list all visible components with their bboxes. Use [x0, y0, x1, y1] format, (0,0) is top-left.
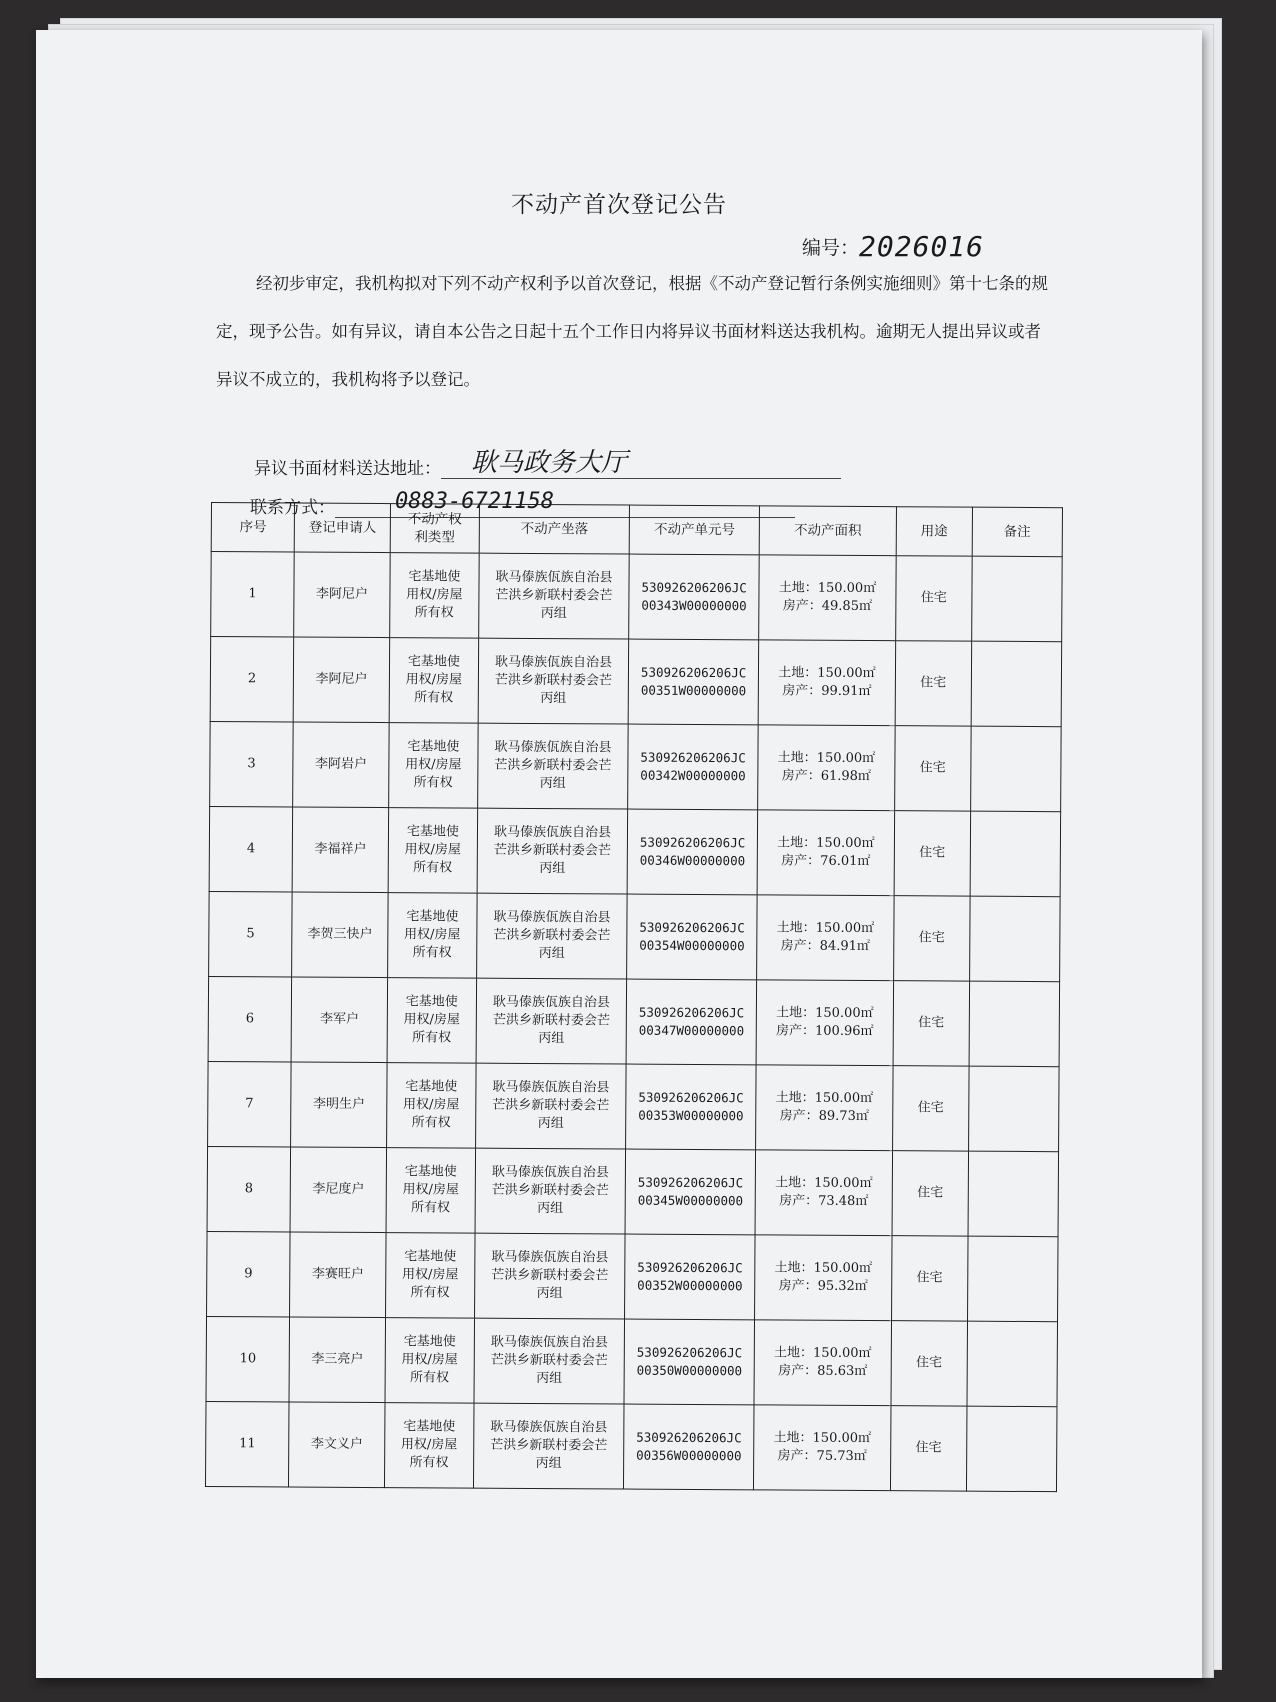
- unit-number-text: 530926206206JC00350W00000000: [636, 1344, 743, 1378]
- applicant-name: 李阿岩户: [293, 722, 389, 808]
- property-location-text: 耿马傣族佤族自治县芒洪乡新联村委会芒丙组: [490, 1334, 608, 1387]
- usage: 住宅: [895, 641, 971, 726]
- right-type: [387, 978, 476, 1064]
- right-type: [385, 1318, 474, 1404]
- property-location: [477, 723, 628, 809]
- note: [971, 556, 1062, 642]
- house-area: 房产：95.32㎡: [778, 1278, 868, 1295]
- property-location: [475, 1148, 626, 1234]
- property-location: [476, 893, 627, 979]
- column-header: 不动产单元号: [629, 505, 759, 555]
- table-row: [208, 1061, 1060, 1151]
- property-area: [759, 555, 896, 641]
- right-type: [387, 1063, 476, 1149]
- row-index: 11: [205, 1401, 289, 1487]
- table-row: [211, 552, 1063, 642]
- notice-intro: 经初步审定，我机构拟对下列不动产权利予以首次登记，根据《不动产登记暂行条例实施细则》第十七条的规定，现予公告。如有异议，请自本公告之日起十五个工作日内将异议书面材料送达我机构。逾期无人提出异议或者异议不成立的，我机构将予以登记。: [216, 274, 1048, 389]
- house-area: 房产：76.01㎡: [781, 853, 871, 870]
- property-location-text: 耿马傣族佤族自治县芒洪乡新联村委会芒丙组: [495, 569, 613, 622]
- note: [966, 1406, 1057, 1492]
- land-area: 土地：150.00㎡: [778, 580, 877, 597]
- usage: 住宅: [894, 896, 970, 981]
- property-location: [475, 1063, 626, 1149]
- right-type-text: 宅基地使用权/房屋所有权: [402, 1079, 460, 1131]
- row-index: 10: [206, 1316, 290, 1402]
- right-type-text: 宅基地使用权/房屋所有权: [403, 994, 460, 1046]
- unit-number-text: 530926206206JC00347W00000000: [638, 1004, 745, 1038]
- registration-table: [205, 502, 1063, 1492]
- row-index: 5: [209, 891, 293, 977]
- property-area: [758, 725, 895, 811]
- right-type: [386, 1148, 475, 1234]
- unit-number: [628, 639, 758, 725]
- property-location-text: 耿马傣族佤族自治县芒洪乡新联村委会芒丙组: [494, 739, 612, 792]
- property-area: [754, 1405, 891, 1491]
- row-index: 4: [209, 806, 293, 892]
- right-type-text: 宅基地使用权/房屋所有权: [401, 1334, 458, 1386]
- house-area: 房产：84.91㎡: [780, 938, 870, 955]
- applicant-name: 李福祥户: [292, 807, 388, 893]
- property-area: [755, 1235, 892, 1321]
- unit-number: [625, 1149, 755, 1235]
- note: [970, 811, 1061, 897]
- right-type-text: 宅基地使用权/房屋所有权: [406, 569, 463, 621]
- right-type-text: 宅基地使用权/房屋所有权: [405, 739, 462, 791]
- table-row: [208, 976, 1060, 1066]
- property-location-text: 耿马傣族佤族自治县芒洪乡新联村委会芒丙组: [490, 1419, 608, 1472]
- row-index: 8: [207, 1146, 291, 1232]
- house-area: 房产：100.96㎡: [775, 1023, 874, 1040]
- row-index: 3: [210, 721, 294, 807]
- row-index: 1: [211, 552, 295, 638]
- house-area: 房产：89.73㎡: [779, 1108, 869, 1125]
- property-location-text: 耿马傣族佤族自治县芒洪乡新联村委会芒丙组: [492, 1079, 610, 1132]
- table-row: [210, 721, 1062, 811]
- unit-number-text: 530926206206JC00353W00000000: [638, 1089, 744, 1123]
- right-type: [386, 1233, 475, 1319]
- property-location: [476, 978, 627, 1064]
- land-area: 土地：150.00㎡: [776, 920, 875, 937]
- row-index: 7: [208, 1061, 292, 1147]
- note: [969, 981, 1060, 1067]
- right-type: [390, 553, 479, 639]
- unit-number-text: 530926206206JC00345W00000000: [637, 1174, 744, 1208]
- unit-number: [626, 1064, 756, 1150]
- property-location: [478, 638, 629, 724]
- note: [968, 1151, 1059, 1237]
- column-header: 登记申请人: [294, 503, 390, 553]
- usage: 住宅: [895, 726, 971, 811]
- property-area: [755, 1150, 892, 1236]
- property-location: [478, 553, 629, 639]
- note: [967, 1321, 1058, 1407]
- usage: 住宅: [896, 556, 972, 641]
- right-type-text: 宅基地使用权/房屋所有权: [404, 909, 461, 961]
- table-row: [207, 1231, 1059, 1321]
- usage: 住宅: [894, 811, 970, 896]
- right-type-text: 宅基地使用权/房屋所有权: [404, 824, 462, 876]
- applicant-name: 李阿尼户: [294, 552, 390, 638]
- property-location-text: 耿马傣族佤族自治县芒洪乡新联村委会芒丙组: [491, 1249, 609, 1302]
- unit-number: [626, 979, 756, 1065]
- column-header: 用途: [896, 507, 972, 556]
- right-type: [389, 638, 478, 724]
- right-type: [388, 808, 477, 894]
- unit-number: [624, 1404, 754, 1490]
- land-area: 土地：150.00㎡: [775, 1090, 874, 1107]
- notice-paper: [36, 30, 1202, 1678]
- unit-number-text: 530926206206JC00354W00000000: [639, 919, 745, 953]
- house-area: 房产：49.85㎡: [782, 598, 873, 615]
- column-header: 不动产坐落: [479, 504, 630, 554]
- column-header: 序号: [211, 503, 295, 553]
- serial-number: [802, 228, 984, 261]
- land-area: 土地：150.00㎡: [774, 1260, 873, 1277]
- applicant-name: 李文义户: [289, 1402, 385, 1488]
- house-area: 房产：99.91㎡: [782, 683, 872, 700]
- applicant-name: 李赛旺户: [290, 1232, 386, 1318]
- land-area: 土地：150.00㎡: [774, 1345, 872, 1362]
- row-index: 6: [208, 976, 292, 1062]
- table-row: [206, 1316, 1058, 1406]
- usage: 住宅: [891, 1236, 967, 1321]
- house-area: 房产：85.63㎡: [778, 1363, 868, 1380]
- note: [971, 641, 1062, 727]
- table-row: [210, 637, 1062, 727]
- usage: 住宅: [893, 981, 969, 1066]
- unit-number-text: 530926206206JC00346W00000000: [639, 834, 746, 868]
- unit-number-text: 530926206206JC00343W00000000: [641, 579, 747, 613]
- table-body: [205, 552, 1062, 1492]
- unit-number: [625, 1234, 755, 1320]
- land-area: 土地：150.00㎡: [777, 750, 876, 767]
- table-row: [209, 806, 1061, 896]
- contact-value: 0883-6721158: [335, 487, 795, 518]
- serial-label: 编号：: [802, 237, 860, 259]
- right-type-text: 宅基地使用权/房屋所有权: [400, 1419, 458, 1471]
- right-type: [389, 723, 478, 809]
- applicant-name: 李贺三快户: [292, 892, 388, 978]
- property-area: [756, 1065, 893, 1151]
- unit-number: [628, 724, 758, 810]
- property-location-text: 耿马傣族佤族自治县芒洪乡新联村委会芒丙组: [494, 654, 613, 707]
- property-location-text: 耿马傣族佤族自治县芒洪乡新联村委会芒丙组: [492, 994, 611, 1047]
- right-type-text: 宅基地使用权/房屋所有权: [402, 1164, 459, 1216]
- notice-title: 不动产首次登记公告: [511, 192, 727, 218]
- property-area: [757, 895, 894, 981]
- row-index: 9: [207, 1231, 291, 1317]
- house-area: 房产：73.48㎡: [779, 1193, 869, 1210]
- unit-number-text: 530926206206JC00351W00000000: [640, 664, 747, 698]
- property-location-text: 耿马傣族佤族自治县芒洪乡新联村委会芒丙组: [493, 824, 612, 877]
- address-value: 耿马政务大厅: [441, 448, 841, 479]
- applicant-name: 李军户: [291, 977, 387, 1063]
- property-location-text: 耿马傣族佤族自治县芒洪乡新联村委会芒丙组: [491, 1164, 609, 1217]
- right-type: [388, 893, 477, 979]
- property-area: [758, 640, 895, 726]
- property-location: [477, 808, 628, 894]
- applicant-name: 李三亮户: [289, 1317, 385, 1403]
- usage: 住宅: [892, 1151, 968, 1236]
- land-area: 土地：150.00㎡: [777, 835, 875, 852]
- applicant-name: 李明生户: [291, 1062, 387, 1148]
- unit-number-text: 530926206206JC00352W00000000: [637, 1259, 743, 1293]
- usage: 住宅: [890, 1406, 966, 1491]
- usage: 住宅: [891, 1321, 967, 1406]
- address-line: [254, 448, 841, 479]
- column-header: 备注: [972, 507, 1063, 557]
- right-type-text: 宅基地使用权/房屋所有权: [401, 1249, 459, 1301]
- property-location: [474, 1318, 625, 1404]
- address-label: 异议书面材料送达地址：: [254, 459, 441, 479]
- land-area: 土地：150.00㎡: [778, 665, 876, 682]
- note: [968, 1066, 1059, 1152]
- unit-number-text: 530926206206JC00356W00000000: [636, 1429, 742, 1463]
- column-header: [390, 504, 479, 554]
- applicant-name: 李阿尼户: [293, 637, 389, 723]
- note: [970, 726, 1061, 812]
- land-area: 土地：150.00㎡: [775, 1175, 873, 1192]
- right-type-text: 宅基地使用权/房屋所有权: [405, 654, 463, 706]
- unit-number: [629, 554, 759, 640]
- property-area: [757, 810, 894, 896]
- unit-number: [624, 1319, 754, 1405]
- table-header-row: [211, 503, 1062, 557]
- row-index: 2: [210, 637, 294, 723]
- unit-number: [627, 809, 757, 895]
- note: [969, 896, 1060, 982]
- column-header-text: 不动产权利类型: [407, 511, 462, 546]
- property-location: [474, 1233, 625, 1319]
- table-row: [205, 1401, 1057, 1491]
- unit-number: [627, 894, 757, 980]
- table-row: [207, 1146, 1059, 1236]
- serial-value: 2026016: [859, 230, 985, 263]
- applicant-name: 李尼度户: [290, 1147, 386, 1233]
- property-location-text: 耿马傣族佤族自治县芒洪乡新联村委会芒丙组: [493, 909, 611, 962]
- right-type: [385, 1403, 474, 1489]
- property-location: [473, 1403, 624, 1489]
- note: [967, 1236, 1058, 1322]
- table-row: [209, 891, 1061, 981]
- property-area: [754, 1320, 891, 1406]
- land-area: 土地：150.00㎡: [776, 1005, 874, 1022]
- property-area: [756, 980, 893, 1066]
- house-area: 房产：75.73㎡: [777, 1448, 867, 1465]
- contact-label: 联系方式：: [250, 498, 335, 518]
- usage: 住宅: [893, 1066, 969, 1151]
- house-area: 房产：61.98㎡: [781, 768, 871, 785]
- land-area: 土地：150.00㎡: [773, 1430, 872, 1447]
- unit-number-text: 530926206206JC00342W00000000: [640, 749, 746, 783]
- column-header: 不动产面积: [759, 506, 896, 556]
